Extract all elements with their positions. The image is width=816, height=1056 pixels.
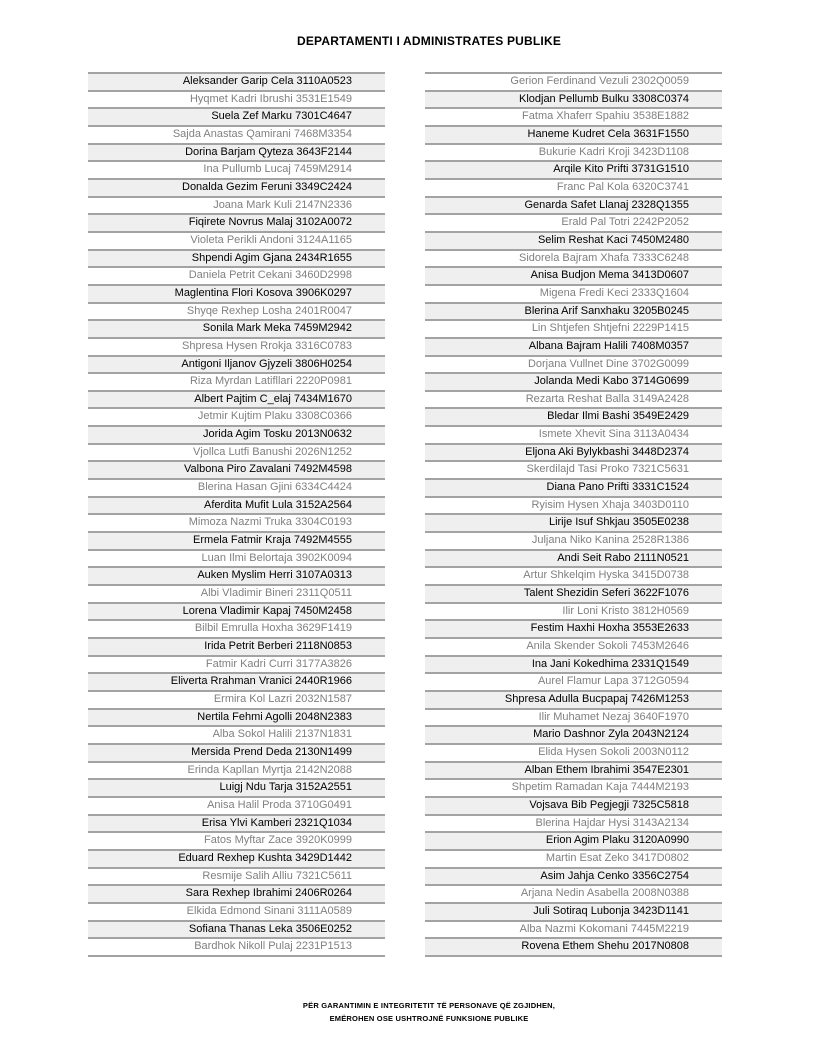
table-row: Irida Petrit Berberi 2118N0853 [88, 639, 385, 657]
footer-line-1: PËR GARANTIMIN E INTEGRITETIT TË PERSONAVE QË ZGJIDHEN, [302, 1001, 556, 1010]
table-row: Mimoza Nazmi Truka 3304C0193 [88, 515, 385, 533]
table-row: Sonila Mark Meka 7459M2942 [88, 321, 385, 339]
table-row: Migena Fredi Keci 2333Q1604 [425, 286, 722, 304]
table-row: Nertila Fehmi Agolli 2048N2383 [88, 710, 385, 728]
table-row: Eliverta Rrahman Vranici 2440R1966 [88, 674, 385, 692]
table-row: Bukurie Kadri Kroji 3423D1108 [425, 145, 722, 163]
table-row: Daniela Petrit Cekani 3460D2998 [88, 268, 385, 286]
table-row: Ina Pullumb Lucaj 7459M2914 [88, 162, 385, 180]
table-row: Elida Hysen Sokoli 2003N0112 [425, 745, 722, 763]
table-row: Lorena Vladimir Kapaj 7450M2458 [88, 604, 385, 622]
table-row: Hyqmet Kadri Ibrushi 3531E1549 [88, 92, 385, 110]
table-row: Bledar Ilmi Bashi 3549E2429 [425, 409, 722, 427]
table-row: Haneme Kudret Cela 3631F1550 [425, 127, 722, 145]
table-row: Fatma Xhaferr Spahiu 3538E1882 [425, 109, 722, 127]
table-row: Alba Nazmi Kokomani 7445M2219 [425, 922, 722, 940]
table-row: Vojsava Bib Pegjegji 7325C5818 [425, 798, 722, 816]
table-row: Rezarta Reshat Balla 3149A2428 [425, 392, 722, 410]
name-list-right [425, 72, 722, 957]
table-row: Jorida Agim Tosku 2013N0632 [88, 427, 385, 445]
table-row: Diana Pano Prifti 3331C1524 [425, 480, 722, 498]
table-row: Festim Haxhi Hoxha 3553E2633 [425, 621, 722, 639]
name-list-left [88, 72, 385, 957]
table-row: Dorjana Vullnet Dine 3702G0099 [425, 357, 722, 375]
table-row: Dorina Barjam Qyteza 3643F2144 [88, 145, 385, 163]
table-row: Aurel Flamur Lapa 3712G0594 [425, 674, 722, 692]
table-row: Mario Dashnor Zyla 2043N2124 [425, 727, 722, 745]
table-row: Luigj Ndu Tarja 3152A2551 [88, 780, 385, 798]
table-row: Riza Myrdan Latifllari 2220P0981 [88, 374, 385, 392]
table-row: Fatmir Kadri Curri 3177A3826 [88, 657, 385, 675]
table-row: Albert Pajtim C_elaj 7434M1670 [88, 392, 385, 410]
table-row: Vjollca Lutfi Banushi 2026N1252 [88, 445, 385, 463]
table-row: Klodjan Pellumb Bulku 3308C0374 [425, 92, 722, 110]
table-row: Erion Agim Plaku 3120A0990 [425, 833, 722, 851]
table-row: Shpetim Ramadan Kaja 7444M2193 [425, 780, 722, 798]
table-row: Albana Bajram Halili 7408M0357 [425, 339, 722, 357]
table-row: Juljana Niko Kanina 2528R1386 [425, 533, 722, 551]
table-row: Blerina Arif Sanxhaku 3205B0245 [425, 304, 722, 322]
table-row: Alba Sokol Halili 2137N1831 [88, 727, 385, 745]
table-row: Genarda Safet Llanaj 2328Q1355 [425, 198, 722, 216]
table-row: Rovena Ethem Shehu 2017N0808 [425, 939, 722, 957]
table-row: Eduard Rexhep Kushta 3429D1442 [88, 851, 385, 869]
table-row: Mersida Prend Deda 2130N1499 [88, 745, 385, 763]
table-row: Juli Sotiraq Lubonja 3423D1141 [425, 904, 722, 922]
table-row: Joana Mark Kuli 2147N2336 [88, 198, 385, 216]
table-row: Blerina Hasan Gjini 6334C4424 [88, 480, 385, 498]
table-row: Ermira Kol Lazri 2032N1587 [88, 692, 385, 710]
table-row: Sofiana Thanas Leka 3506E0252 [88, 922, 385, 940]
table-row: Violeta Perikli Andoni 3124A1165 [88, 233, 385, 251]
footer-note [42, 999, 816, 1025]
table-row: Suela Zef Marku 7301C4647 [88, 109, 385, 127]
table-row: Jetmir Kujtim Plaku 3308C0366 [88, 409, 385, 427]
table-row: Selim Reshat Kaci 7450M2480 [425, 233, 722, 251]
table-row: Fiqirete Novrus Malaj 3102A0072 [88, 215, 385, 233]
table-row: Talent Shezidin Seferi 3622F1076 [425, 586, 722, 604]
table-row: Sidorela Bajram Xhafa 7333C6248 [425, 251, 722, 269]
table-row: Maglentina Flori Kosova 3906K0297 [88, 286, 385, 304]
table-row: Anisa Budjon Mema 3413D0607 [425, 268, 722, 286]
table-row: Luan Ilmi Belortaja 3902K0094 [88, 551, 385, 569]
table-row: Valbona Piro Zavalani 7492M4598 [88, 462, 385, 480]
table-row: Shyqe Rexhep Losha 2401R0047 [88, 304, 385, 322]
table-row: Ryisim Hysen Xhaja 3403D0110 [425, 498, 722, 516]
page-title: DEPARTAMENTI I ADMINISTRATES PUBLIKE [296, 34, 562, 48]
table-row: Lin Shtjefen Shtjefni 2229P1415 [425, 321, 722, 339]
table-row: Shpresa Adulla Bucpapaj 7426M1253 [425, 692, 722, 710]
table-row: Artur Shkelqim Hyska 3415D0738 [425, 568, 722, 586]
table-row: Jolanda Medi Kabo 3714G0699 [425, 374, 722, 392]
table-row: Anila Skender Sokoli 7453M2646 [425, 639, 722, 657]
table-row: Erisa Ylvi Kamberi 2321Q1034 [88, 816, 385, 834]
table-row: Bilbil Emrulla Hoxha 3629F1419 [88, 621, 385, 639]
table-row: Shpresa Hysen Rrokja 3316C0783 [88, 339, 385, 357]
table-row: Ismete Xhevit Sina 3113A0434 [425, 427, 722, 445]
table-row: Donalda Gezim Feruni 3349C2424 [88, 180, 385, 198]
table-row: Auken Myslim Herri 3107A0313 [88, 568, 385, 586]
table-row: Arjana Nedin Asabella 2008N0388 [425, 886, 722, 904]
table-row: Sajda Anastas Qamirani 7468M3354 [88, 127, 385, 145]
table-row: Martin Esat Zeko 3417D0802 [425, 851, 722, 869]
table-row: Gerion Ferdinand Vezuli 2302Q0059 [425, 74, 722, 92]
table-row: Ina Jani Kokedhima 2331Q1549 [425, 657, 722, 675]
table-row: Aferdita Mufit Lula 3152A2564 [88, 498, 385, 516]
table-row: Albi Vladimir Bineri 2311Q0511 [88, 586, 385, 604]
table-row: Erald Pal Totri 2242P2052 [425, 215, 722, 233]
table-row: Sara Rexhep Ibrahimi 2406R0264 [88, 886, 385, 904]
table-row: Shpendi Agim Gjana 2434R1655 [88, 251, 385, 269]
table-row: Ilir Loni Kristo 3812H0569 [425, 604, 722, 622]
table-row: Fatos Myftar Zace 3920K0999 [88, 833, 385, 851]
table-row: Blerina Hajdar Hysi 3143A2134 [425, 816, 722, 834]
table-row: Ermela Fatmir Kraja 7492M4555 [88, 533, 385, 551]
table-row: Elkida Edmond Sinani 3111A0589 [88, 904, 385, 922]
table-row: Eljona Aki Bylykbashi 3448D2374 [425, 445, 722, 463]
table-row: Andi Seit Rabo 2111N0521 [425, 551, 722, 569]
table-row: Ilir Muhamet Nezaj 3640F1970 [425, 710, 722, 728]
table-row: Aleksander Garip Cela 3110A0523 [88, 74, 385, 92]
table-row: Asim Jahja Cenko 3356C2754 [425, 869, 722, 887]
table-row: Resmije Salih Alliu 7321C5611 [88, 869, 385, 887]
table-row: Erinda Kapllan Myrtja 2142N2088 [88, 763, 385, 781]
table-row: Lirije Isuf Shkjau 3505E0238 [425, 515, 722, 533]
table-row: Franc Pal Kola 6320C3741 [425, 180, 722, 198]
table-row: Bardhok Nikoll Pulaj 2231P1513 [88, 939, 385, 957]
table-row: Alban Ethem Ibrahimi 3547E2301 [425, 763, 722, 781]
table-row: Arqile Kito Prifti 3731G1510 [425, 162, 722, 180]
table-row: Anisa Halil Proda 3710G0491 [88, 798, 385, 816]
footer-line-2: EMËROHEN OSE USHTROJNË FUNKSIONE PUBLIKE [329, 1014, 529, 1023]
table-row: Antigoni Iljanov Gjyzeli 3806H0254 [88, 357, 385, 375]
table-row: Skerdilajd Tasi Proko 7321C5631 [425, 462, 722, 480]
